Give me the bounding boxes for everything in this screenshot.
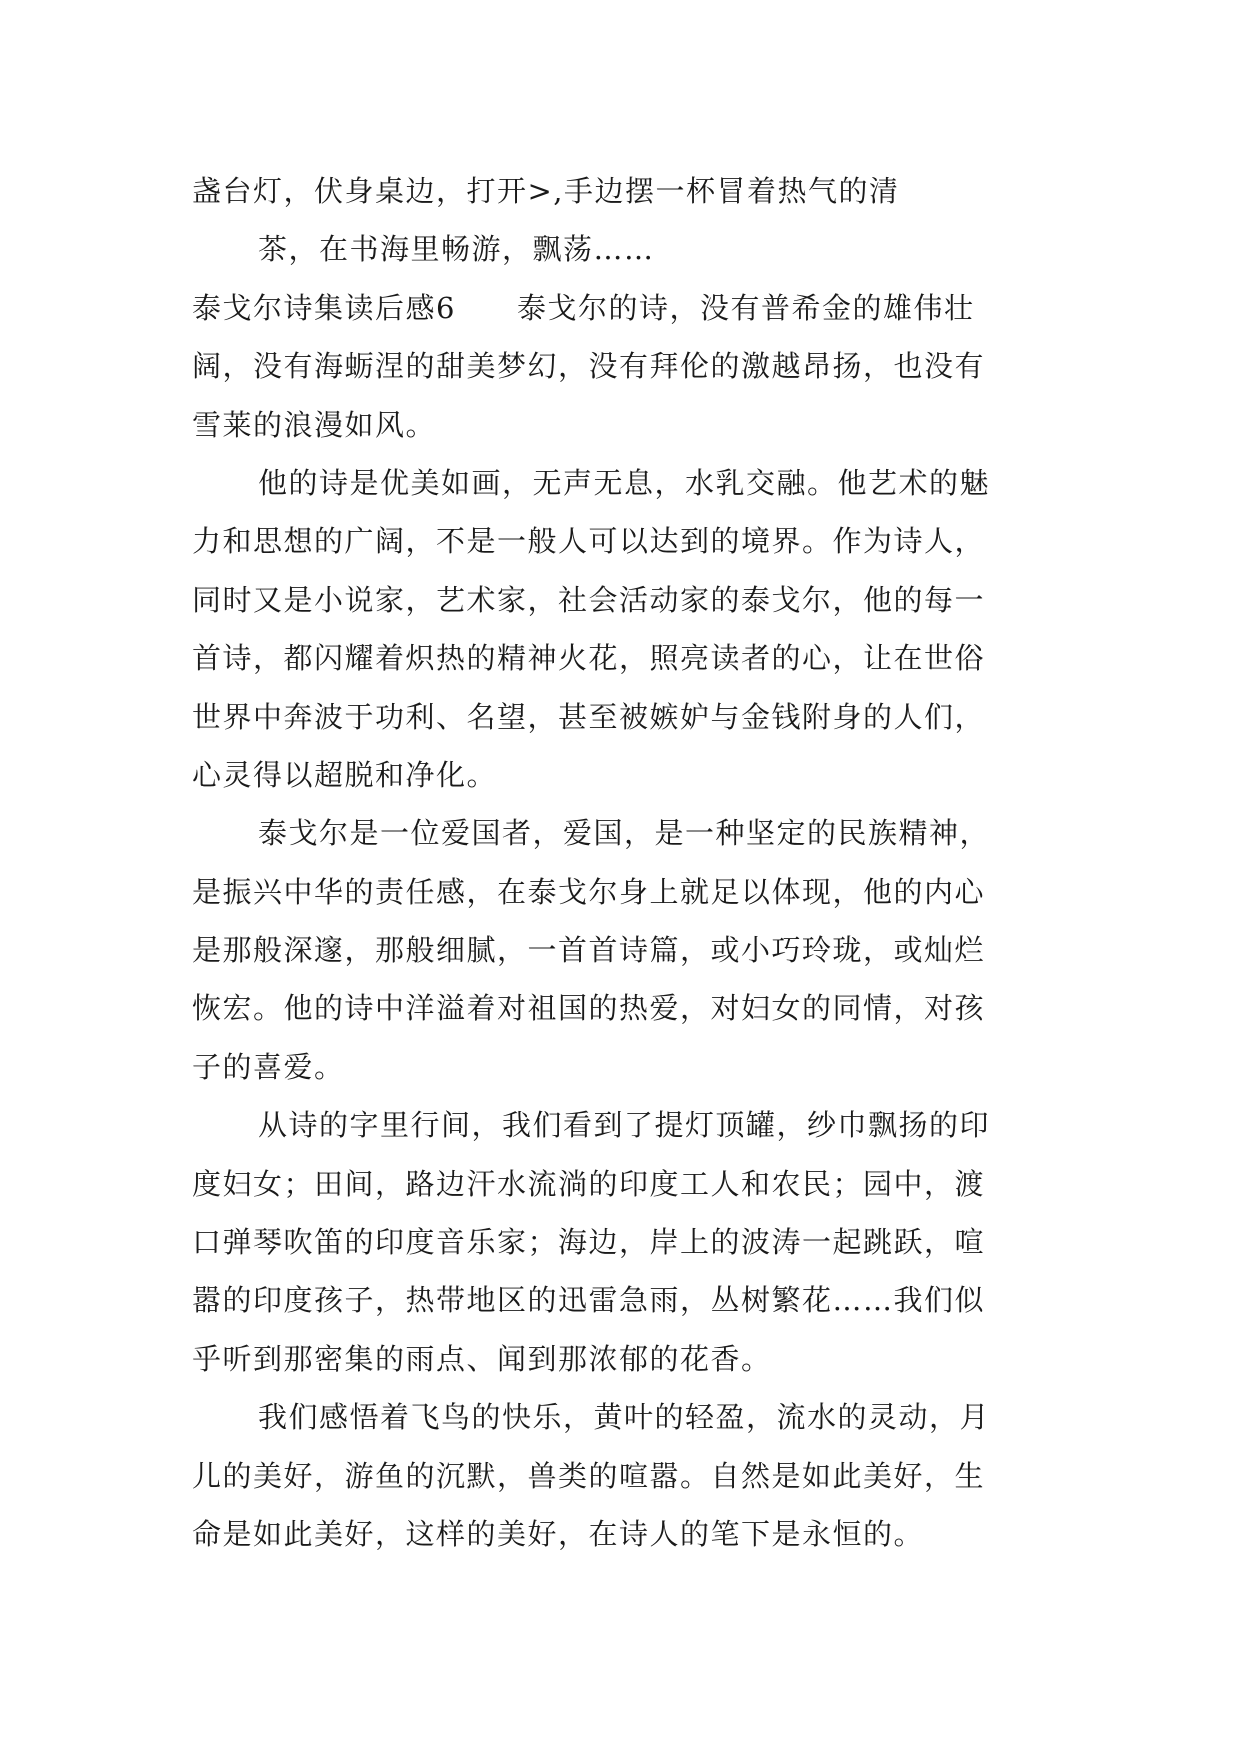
text-line: 心灵得以超脱和净化。: [192, 757, 498, 792]
text-line: 是振兴中华的责任感，在泰戈尔身上就足以体现，他的内心: [192, 874, 986, 909]
text-line: 雪莱的浪漫如风。: [192, 407, 437, 442]
text-line: 嚣的印度孩子，热带地区的迅雷急雨，丛树繁花……我们似: [192, 1283, 986, 1318]
text-line: 首诗，都闪耀着炽热的精神火花，照亮读者的心，让在世俗: [192, 641, 986, 676]
text-line: 茶，在书海里畅游，飘荡……: [258, 232, 655, 267]
text-line: 力和思想的广阔，不是一般人可以达到的境界。作为诗人，: [192, 524, 986, 559]
text-line: 乎听到那密集的雨点、闻到那浓郁的花香。: [192, 1341, 772, 1376]
text-line: 同时又是小说家，艺术家，社会活动家的泰戈尔，他的每一: [192, 582, 986, 617]
text-line: 度妇女；田间，路边汗水流淌的印度工人和农民；园中，渡: [192, 1166, 986, 1201]
text-line: 从诗的字里行间，我们看到了提灯顶罐，纱巾飘扬的印: [258, 1108, 991, 1143]
text-line: 盏台灯，伏身桌边，打开>,手边摆一杯冒着热气的清: [192, 174, 900, 208]
text-line: 命是如此美好，这样的美好，在诗人的笔下是永恒的。: [192, 1516, 925, 1551]
text-line: 我们感悟着飞鸟的快乐，黄叶的轻盈，流水的灵动，月: [258, 1400, 991, 1435]
text-line: 口弹琴吹笛的印度音乐家；海边，岸上的波涛一起跳跃，喧: [192, 1225, 986, 1260]
text-line: 是那般深邃，那般细腻，一首首诗篇，或小巧玲珑，或灿烂: [192, 933, 986, 968]
text-line: 子的喜爱。: [192, 1049, 345, 1084]
text-line: 恢宏。他的诗中洋溢着对祖国的热爱，对妇女的同情，对孩: [192, 991, 986, 1026]
text-line: 儿的美好，游鱼的沉默，兽类的喧嚣。自然是如此美好，生: [192, 1458, 986, 1493]
text-line: 世界中奔波于功利、名望，甚至被嫉妒与金钱附身的人们，: [192, 699, 986, 734]
text-line: 泰戈尔是一位爱国者，爱国，是一种坚定的民族精神，: [258, 816, 991, 851]
text-line: 阔，没有海蛎涅的甜美梦幻，没有拜伦的激越昂扬，也没有: [192, 349, 986, 384]
text-line: 泰戈尔诗集读后感6 泰戈尔的诗，没有普希金的雄伟壮: [192, 290, 975, 325]
text-line: 他的诗是优美如画，无声无息，水乳交融。他艺术的魅: [258, 465, 991, 500]
document-body: [192, 162, 1052, 1563]
